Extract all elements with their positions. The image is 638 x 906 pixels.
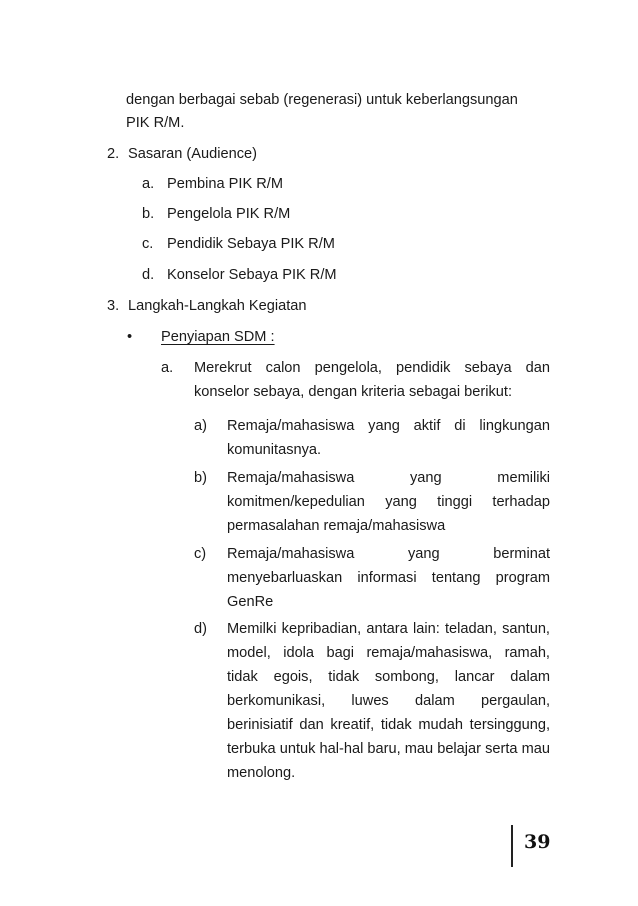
criteria-marker: d) <box>194 621 207 637</box>
bullet-icon: • <box>127 329 133 345</box>
page-number: 39 <box>524 831 551 853</box>
section-3-number: 3. <box>107 298 120 314</box>
list-item-marker: a. <box>142 176 155 192</box>
point-a-text: Merekrut calon pengelola, pendidik sebaya dan konselor sebaya, dengan kriteria sebagai berikut: <box>194 360 550 400</box>
list-item: Pendidik Sebaya PIK R/M <box>167 236 335 252</box>
list-item-marker: c. <box>142 236 154 252</box>
list-item: Konselor Sebaya PIK R/M <box>167 267 337 283</box>
criteria-marker: c) <box>194 546 207 562</box>
list-item: Pengelola PIK R/M <box>167 206 291 222</box>
section-2-title: Sasaran (Audience) <box>128 146 257 162</box>
bullet-heading: Penyiapan SDM : <box>161 329 275 345</box>
criteria-item: Remaja/mahasiswa yang berminat menyebarluaskan informasi tentang program GenRe <box>227 546 550 610</box>
list-item: Pembina PIK R/M <box>167 176 283 192</box>
list-item-marker: b. <box>142 206 155 222</box>
page-number-divider <box>511 825 513 867</box>
criteria-item: Remaja/mahasiswa yang memiliki komitmen/kepedulian yang tinggi terhadap permasalahan remaja/mahasiswa <box>227 470 550 534</box>
intro-line-2: PIK R/M. <box>126 115 185 131</box>
section-2-number: 2. <box>107 146 120 162</box>
criteria-marker: b) <box>194 470 207 486</box>
point-a-marker: a. <box>161 360 174 376</box>
criteria-item: Memilki kepribadian, antara lain: teladan, santun, model, idola bagi remaja/mahasiswa, ramah, tidak egois, tidak sombong, lancar dalam berkomunikasi, luwes dalam pergaulan, berinisiatif dan kreatif, tidak mudah tersinggung, terbuka untuk hal-hal baru, mau belajar serta mau menolong. <box>227 621 550 781</box>
section-3-title: Langkah-Langkah Kegiatan <box>128 298 307 314</box>
intro-line-1: dengan berbagai sebab (regenerasi) untuk keberlangsungan <box>126 92 518 108</box>
criteria-item: Remaja/mahasiswa yang aktif di lingkungan komunitasnya. <box>227 418 550 458</box>
criteria-marker: a) <box>194 418 207 434</box>
list-item-marker: d. <box>142 267 155 283</box>
